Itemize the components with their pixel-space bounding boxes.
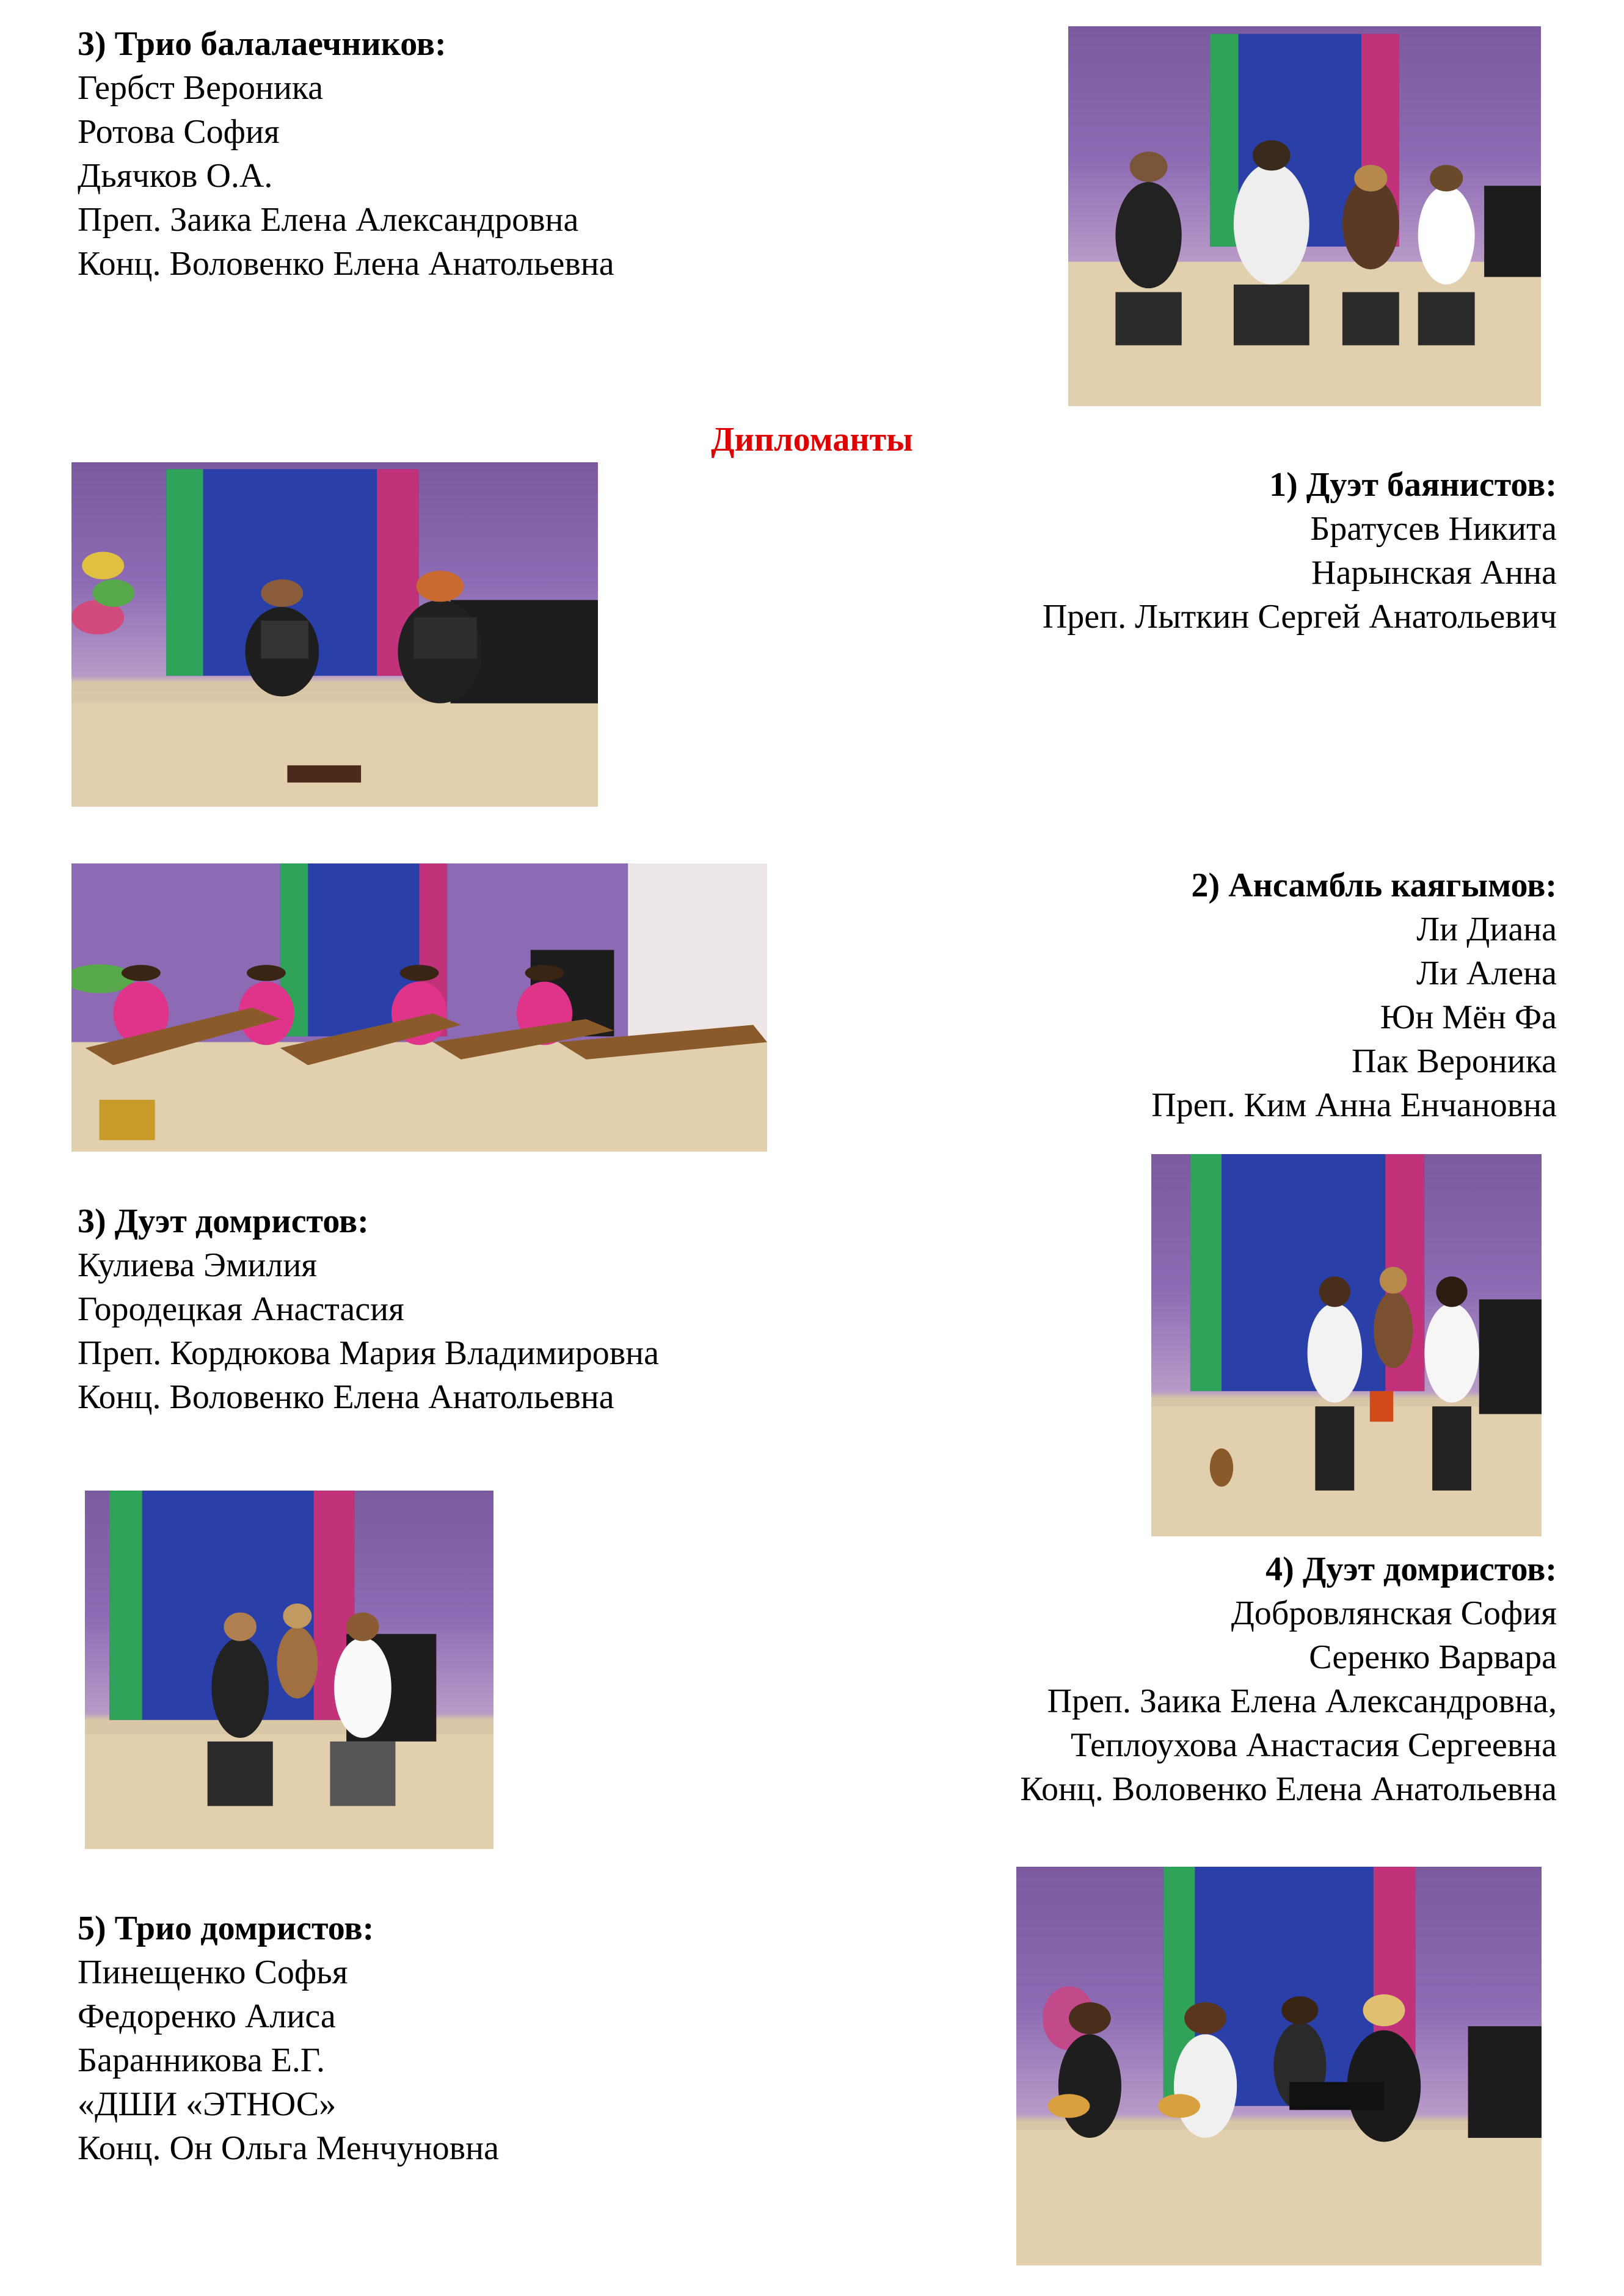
duet-bayan-text	[1043, 463, 1557, 639]
duet-domra-4-line-3: Преп. Заика Елена Александровна,	[1047, 1682, 1557, 1720]
duet-domra-3-photo	[1151, 1154, 1542, 1536]
kayagum-ensemble-photo	[71, 863, 767, 1152]
kayagum-ensemble-text	[1151, 863, 1557, 1127]
kayagum-ensemble-line-3: Юн Мён Фа	[1380, 998, 1557, 1036]
duet-domra-4-line-2: Серенко Варвара	[1309, 1638, 1557, 1676]
duet-domra-4-line-4: Теплоухова Анастасия Сергеевна	[1071, 1726, 1557, 1764]
kayagum-ensemble-line-2: Ли Алена	[1416, 954, 1557, 992]
trio-domra-5-photo	[1016, 1867, 1542, 2265]
kayagum-ensemble-heading: 2) Ансамбль каягымов:	[1191, 866, 1557, 904]
duet-domra-4-line-5: Конц. Воловенко Елена Анатольевна	[1020, 1770, 1557, 1808]
duet-domra-4-text	[1020, 1547, 1557, 1811]
trio-domra-5-line-4: «ДШИ «ЭТНОС»	[78, 2085, 337, 2123]
duet-domra-3-line-1: Кулиева Эмилия	[78, 1246, 318, 1284]
duet-bayan-line-1: Братусев Никита	[1310, 510, 1557, 548]
duet-domra-4-photo	[85, 1491, 493, 1849]
kayagum-ensemble-line-4: Пак Вероника	[1352, 1042, 1557, 1080]
trio-balalaika-line-2: Ротова София	[78, 113, 280, 151]
kayagum-ensemble-line-5: Преп. Ким Анна Енчановна	[1151, 1086, 1557, 1124]
trio-balalaika-text	[78, 22, 614, 286]
trio-domra-5-text	[78, 1906, 499, 2170]
trio-balalaika-line-1: Гербст Вероника	[78, 69, 324, 107]
trio-domra-5-line-1: Пинещенко Софья	[78, 1953, 348, 1991]
kayagum-ensemble-line-1: Ли Диана	[1416, 910, 1557, 948]
duet-domra-3-line-2: Городецкая Анастасия	[78, 1290, 404, 1328]
trio-balalaika-line-5: Конц. Воловенко Елена Анатольевна	[78, 245, 614, 283]
duet-bayan-line-2: Нарынская Анна	[1311, 554, 1557, 592]
duet-domra-3-text	[78, 1199, 659, 1419]
duet-domra-4-line-1: Добровлянская София	[1231, 1594, 1557, 1632]
duet-domra-3-line-4: Конц. Воловенко Елена Анатольевна	[78, 1378, 614, 1416]
trio-balalaika-line-4: Преп. Заика Елена Александровна	[78, 201, 579, 239]
trio-domra-5-heading: 5) Трио домристов:	[78, 1909, 374, 1947]
duet-domra-3-heading: 3) Дуэт домристов:	[78, 1202, 369, 1240]
duet-domra-4-heading: 4) Дуэт домристов:	[1265, 1550, 1557, 1588]
duet-bayan-photo	[71, 462, 598, 807]
trio-balalaika-heading: 3) Трио балалаечников:	[78, 25, 446, 63]
diplomants-heading: Дипломанты	[711, 421, 913, 459]
trio-balalaika-photo	[1068, 26, 1541, 406]
trio-domra-5-line-3: Баранникова Е.Г.	[78, 2041, 325, 2079]
trio-balalaika-line-3: Дьячков О.А.	[78, 157, 273, 195]
trio-domra-5-line-2: Федоренко Алиса	[78, 1997, 336, 2035]
duet-bayan-line-3: Преп. Лыткин Сергей Анатольевич	[1042, 598, 1557, 636]
duet-domra-3-line-3: Преп. Кордюкова Мария Владимировна	[78, 1334, 659, 1372]
duet-bayan-heading: 1) Дуэт баянистов:	[1269, 466, 1557, 504]
trio-domra-5-line-5: Конц. Он Ольга Менчуновна	[78, 2129, 499, 2167]
